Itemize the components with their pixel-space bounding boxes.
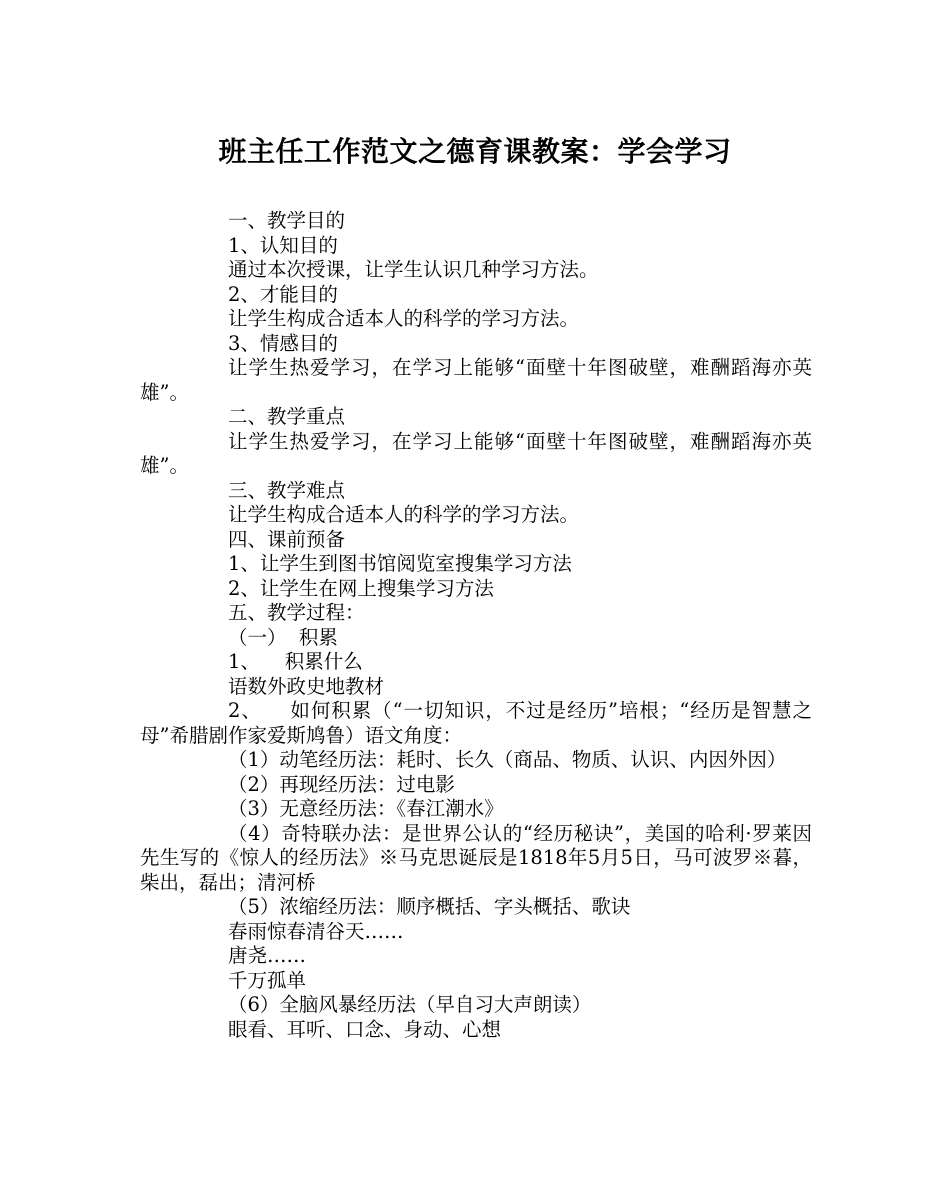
paragraph: 2、让学生在网上搜集学习方法 [228,576,494,600]
paragraph: （3）无意经历法：《春江潮水》 [228,797,504,820]
paragraph: 三、教学难点 [228,478,346,502]
paragraph: 二、教学重点 [228,405,346,428]
paragraph: （4）奇特联办法：是世界公认的“经历秘诀”，美国的哈利·罗莱因先生写的《惊人的经历法》※马克思诞辰是1818年5月5日，马可波罗※暮，柴出，磊出；清河桥 [140,821,812,894]
paragraph: 语数外政史地教材 [228,674,385,698]
paragraph: 让学生构成合适本人的科学的学习方法。 [228,503,580,526]
paragraph: （5）浓缩经历法：顺序概括、字头概括、歌诀 [228,895,631,918]
document-body [140,209,812,1042]
paragraph: 让学生构成合适本人的科学的学习方法。 [228,307,580,330]
paragraph: 让学生热爱学习，在学习上能够“面壁十年图破壁，难酬蹈海亦英雄”。 [140,429,812,477]
document-title: 班主任工作范文之德育课教案：学会学习 [218,135,732,168]
paragraph: 2、 如何积累（“一切知识，不过是经历”培根；“经历是智慧之母”希腊剧作家爱斯鸠鲁）语文角度： [140,699,812,747]
paragraph: 3、情感目的 [228,331,338,355]
paragraph: 通过本次授课，让学生认识几种学习方法。 [228,258,599,281]
paragraph: 一、教学目的 [228,209,346,232]
paragraph: 眼看、耳听、口念、身动、心想 [228,1017,502,1041]
paragraph: 千万孤单 [228,968,307,992]
paragraph: （6）全脑风暴经历法（早自习大声朗读） [228,993,592,1016]
paragraph: （2）再现经历法：过电影 [228,772,455,796]
paragraph: 1、 积累什么 [228,650,363,673]
paragraph: 让学生热爱学习，在学习上能够“面壁十年图破壁，难酬蹈海亦英雄”。 [140,356,812,404]
paragraph: （1）动笔经历法：耗时、长久（商品、物质、认识、内因外因） [228,748,787,771]
paragraph: 1、让学生到图书馆阅览室搜集学习方法 [228,552,572,575]
paragraph: （一） 积累 [228,625,338,649]
paragraph: 唐尧…… [228,944,307,967]
paragraph: 五、教学过程： [228,601,365,624]
paragraph: 春雨惊春清谷天…… [228,919,404,943]
paragraph: 1、认知目的 [228,233,338,257]
paragraph: 2、才能目的 [228,282,338,306]
paragraph: 四、课前预备 [228,527,346,551]
